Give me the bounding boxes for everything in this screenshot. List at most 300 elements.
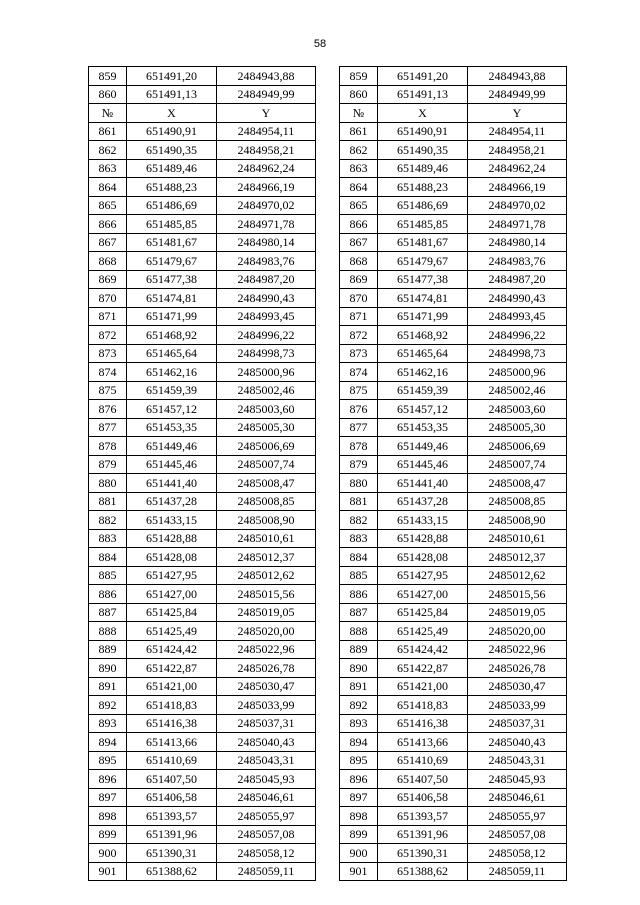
- table-row: [89, 733, 567, 752]
- right-y-cell: 2485019,05: [468, 603, 567, 622]
- right-x-cell: 651485,85: [378, 215, 468, 234]
- table-row: [89, 233, 567, 252]
- left-x-cell: 651477,38: [127, 270, 217, 289]
- column-gap: [316, 566, 340, 585]
- column-gap: [316, 603, 340, 622]
- left-point-number-cell: 874: [89, 363, 127, 382]
- right-y-cell: 2484962,24: [468, 159, 567, 178]
- table-row: [89, 492, 567, 511]
- left-point-number-cell: 880: [89, 474, 127, 493]
- left-x-cell: 651490,91: [127, 122, 217, 141]
- coordinates-table: [88, 66, 567, 881]
- right-point-number-cell: 891: [340, 677, 378, 696]
- right-y-cell: 2485008,85: [468, 492, 567, 511]
- left-point-number-cell: 873: [89, 344, 127, 363]
- right-point-number-cell: 877: [340, 418, 378, 437]
- right-point-number-cell: 861: [340, 122, 378, 141]
- column-gap: [316, 104, 340, 123]
- left-point-number-cell: №: [89, 104, 127, 123]
- left-point-number-cell: 892: [89, 696, 127, 715]
- right-point-number-cell: 894: [340, 733, 378, 752]
- left-x-cell: 651410,69: [127, 751, 217, 770]
- column-gap: [316, 511, 340, 530]
- right-y-cell: 2484998,73: [468, 344, 567, 363]
- left-x-cell: 651413,66: [127, 733, 217, 752]
- right-y-cell: 2484970,02: [468, 196, 567, 215]
- right-point-number-cell: 863: [340, 159, 378, 178]
- left-point-number-cell: 872: [89, 326, 127, 345]
- table-row: [89, 418, 567, 437]
- column-gap: [316, 270, 340, 289]
- left-point-number-cell: 887: [89, 603, 127, 622]
- left-y-cell: 2485030,47: [217, 677, 316, 696]
- column-gap: [316, 548, 340, 567]
- left-y-cell: 2485000,96: [217, 363, 316, 382]
- left-point-number-cell: 878: [89, 437, 127, 456]
- right-x-cell: 651490,91: [378, 122, 468, 141]
- right-y-cell: 2485006,69: [468, 437, 567, 456]
- right-x-cell: 651491,13: [378, 85, 468, 104]
- right-x-cell: 651486,69: [378, 196, 468, 215]
- column-gap: [316, 85, 340, 104]
- column-gap: [316, 122, 340, 141]
- table-row: [89, 770, 567, 789]
- left-x-cell: 651437,28: [127, 492, 217, 511]
- left-y-cell: 2485057,08: [217, 825, 316, 844]
- right-y-cell: 2485059,11: [468, 862, 567, 881]
- right-x-cell: 651488,23: [378, 178, 468, 197]
- right-x-cell: X: [378, 104, 468, 123]
- right-x-cell: 651457,12: [378, 400, 468, 419]
- left-y-cell: 2484966,19: [217, 178, 316, 197]
- left-y-cell: 2485059,11: [217, 862, 316, 881]
- left-y-cell: 2484996,22: [217, 326, 316, 345]
- left-point-number-cell: 882: [89, 511, 127, 530]
- left-x-cell: 651491,13: [127, 85, 217, 104]
- left-point-number-cell: 888: [89, 622, 127, 641]
- right-x-cell: 651459,39: [378, 381, 468, 400]
- left-x-cell: 651445,46: [127, 455, 217, 474]
- right-x-cell: 651479,67: [378, 252, 468, 271]
- table-row: [89, 437, 567, 456]
- table-row: [89, 215, 567, 234]
- column-gap: [316, 677, 340, 696]
- column-gap: [316, 196, 340, 215]
- left-y-cell: Y: [217, 104, 316, 123]
- right-x-cell: 651441,40: [378, 474, 468, 493]
- column-gap: [316, 751, 340, 770]
- left-x-cell: 651479,67: [127, 252, 217, 271]
- table-row: [89, 585, 567, 604]
- column-gap: [316, 400, 340, 419]
- right-x-cell: 651445,46: [378, 455, 468, 474]
- right-point-number-cell: 901: [340, 862, 378, 881]
- left-point-number-cell: 876: [89, 400, 127, 419]
- right-x-cell: 651406,58: [378, 788, 468, 807]
- right-point-number-cell: 886: [340, 585, 378, 604]
- right-x-cell: 651491,20: [378, 67, 468, 86]
- column-gap: [316, 326, 340, 345]
- right-point-number-cell: 866: [340, 215, 378, 234]
- left-point-number-cell: 869: [89, 270, 127, 289]
- right-x-cell: 651410,69: [378, 751, 468, 770]
- right-x-cell: 651428,88: [378, 529, 468, 548]
- right-y-cell: 2485046,61: [468, 788, 567, 807]
- left-point-number-cell: 875: [89, 381, 127, 400]
- right-y-cell: 2485058,12: [468, 844, 567, 863]
- right-y-cell: 2484983,76: [468, 252, 567, 271]
- table-row: [89, 511, 567, 530]
- column-gap: [316, 344, 340, 363]
- column-gap: [316, 585, 340, 604]
- left-y-cell: 2485043,31: [217, 751, 316, 770]
- right-x-cell: 651465,64: [378, 344, 468, 363]
- left-y-cell: 2484954,11: [217, 122, 316, 141]
- left-x-cell: 651424,42: [127, 640, 217, 659]
- right-point-number-cell: 881: [340, 492, 378, 511]
- right-x-cell: 651388,62: [378, 862, 468, 881]
- left-x-cell: 651433,15: [127, 511, 217, 530]
- right-y-cell: 2485045,93: [468, 770, 567, 789]
- column-gap: [316, 141, 340, 160]
- table-row: [89, 622, 567, 641]
- right-x-cell: 651416,38: [378, 714, 468, 733]
- table-row: [89, 714, 567, 733]
- column-gap: [316, 289, 340, 308]
- right-y-cell: 2485043,31: [468, 751, 567, 770]
- left-x-cell: 651491,20: [127, 67, 217, 86]
- right-x-cell: 651481,67: [378, 233, 468, 252]
- table-row: [89, 529, 567, 548]
- right-y-cell: 2484990,43: [468, 289, 567, 308]
- table-row: [89, 566, 567, 585]
- left-x-cell: 651421,00: [127, 677, 217, 696]
- left-y-cell: 2485040,43: [217, 733, 316, 752]
- right-point-number-cell: 893: [340, 714, 378, 733]
- right-x-cell: 651413,66: [378, 733, 468, 752]
- right-point-number-cell: 887: [340, 603, 378, 622]
- left-y-cell: 2484998,73: [217, 344, 316, 363]
- left-point-number-cell: 865: [89, 196, 127, 215]
- table-row: [89, 807, 567, 826]
- column-gap: [316, 770, 340, 789]
- right-y-cell: 2485055,97: [468, 807, 567, 826]
- left-point-number-cell: 895: [89, 751, 127, 770]
- left-point-number-cell: 881: [89, 492, 127, 511]
- table-row: [89, 289, 567, 308]
- table-row: [89, 326, 567, 345]
- left-y-cell: 2485002,46: [217, 381, 316, 400]
- right-point-number-cell: №: [340, 104, 378, 123]
- left-x-cell: 651486,69: [127, 196, 217, 215]
- table-row: [89, 270, 567, 289]
- right-point-number-cell: 895: [340, 751, 378, 770]
- left-y-cell: 2484962,24: [217, 159, 316, 178]
- column-gap: [316, 733, 340, 752]
- right-point-number-cell: 888: [340, 622, 378, 641]
- column-gap: [316, 492, 340, 511]
- right-point-number-cell: 859: [340, 67, 378, 86]
- column-gap: [316, 159, 340, 178]
- right-point-number-cell: 869: [340, 270, 378, 289]
- left-y-cell: 2485005,30: [217, 418, 316, 437]
- table-row: [89, 344, 567, 363]
- left-x-cell: 651459,39: [127, 381, 217, 400]
- left-x-cell: 651462,16: [127, 363, 217, 382]
- left-point-number-cell: 868: [89, 252, 127, 271]
- right-x-cell: 651453,35: [378, 418, 468, 437]
- right-point-number-cell: 885: [340, 566, 378, 585]
- left-y-cell: 2485037,31: [217, 714, 316, 733]
- right-x-cell: 651421,00: [378, 677, 468, 696]
- column-gap: [316, 788, 340, 807]
- right-point-number-cell: 865: [340, 196, 378, 215]
- left-y-cell: 2484943,88: [217, 67, 316, 86]
- left-y-cell: 2484980,14: [217, 233, 316, 252]
- right-y-cell: 2485010,61: [468, 529, 567, 548]
- right-y-cell: 2485012,37: [468, 548, 567, 567]
- table-row: [89, 788, 567, 807]
- left-y-cell: 2484993,45: [217, 307, 316, 326]
- left-x-cell: 651488,23: [127, 178, 217, 197]
- left-y-cell: 2484983,76: [217, 252, 316, 271]
- right-x-cell: 651425,49: [378, 622, 468, 641]
- left-y-cell: 2485008,85: [217, 492, 316, 511]
- right-x-cell: 651422,87: [378, 659, 468, 678]
- left-point-number-cell: 879: [89, 455, 127, 474]
- left-x-cell: 651393,57: [127, 807, 217, 826]
- right-x-cell: 651407,50: [378, 770, 468, 789]
- left-point-number-cell: 901: [89, 862, 127, 881]
- right-point-number-cell: 867: [340, 233, 378, 252]
- column-gap: [316, 714, 340, 733]
- left-point-number-cell: 877: [89, 418, 127, 437]
- right-y-cell: 2484993,45: [468, 307, 567, 326]
- right-point-number-cell: 860: [340, 85, 378, 104]
- right-point-number-cell: 864: [340, 178, 378, 197]
- left-point-number-cell: 898: [89, 807, 127, 826]
- left-point-number-cell: 897: [89, 788, 127, 807]
- table-row: [89, 141, 567, 160]
- left-x-cell: 651428,08: [127, 548, 217, 567]
- right-point-number-cell: 875: [340, 381, 378, 400]
- left-point-number-cell: 890: [89, 659, 127, 678]
- right-y-cell: 2485008,47: [468, 474, 567, 493]
- left-y-cell: 2485008,47: [217, 474, 316, 493]
- left-x-cell: 651422,87: [127, 659, 217, 678]
- right-x-cell: 651490,35: [378, 141, 468, 160]
- left-x-cell: 651449,46: [127, 437, 217, 456]
- right-point-number-cell: 884: [340, 548, 378, 567]
- table-row: [89, 455, 567, 474]
- right-y-cell: 2484943,88: [468, 67, 567, 86]
- right-point-number-cell: 899: [340, 825, 378, 844]
- right-point-number-cell: 889: [340, 640, 378, 659]
- left-x-cell: 651407,50: [127, 770, 217, 789]
- right-point-number-cell: 898: [340, 807, 378, 826]
- left-x-cell: 651425,84: [127, 603, 217, 622]
- table-row: [89, 363, 567, 382]
- right-y-cell: 2485002,46: [468, 381, 567, 400]
- right-point-number-cell: 890: [340, 659, 378, 678]
- right-x-cell: 651425,84: [378, 603, 468, 622]
- right-point-number-cell: 883: [340, 529, 378, 548]
- right-x-cell: 651418,83: [378, 696, 468, 715]
- left-point-number-cell: 885: [89, 566, 127, 585]
- column-gap: [316, 529, 340, 548]
- left-x-cell: 651481,67: [127, 233, 217, 252]
- left-y-cell: 2485012,62: [217, 566, 316, 585]
- left-y-cell: 2485033,99: [217, 696, 316, 715]
- left-x-cell: 651427,00: [127, 585, 217, 604]
- coordinates-table-body: [89, 67, 567, 881]
- right-y-cell: 2485033,99: [468, 696, 567, 715]
- right-point-number-cell: 870: [340, 289, 378, 308]
- column-gap: [316, 215, 340, 234]
- left-x-cell: 651457,12: [127, 400, 217, 419]
- table-row: [89, 696, 567, 715]
- left-x-cell: X: [127, 104, 217, 123]
- left-x-cell: 651465,64: [127, 344, 217, 363]
- right-y-cell: 2485040,43: [468, 733, 567, 752]
- right-y-cell: 2484980,14: [468, 233, 567, 252]
- left-x-cell: 651468,92: [127, 326, 217, 345]
- left-y-cell: 2484987,20: [217, 270, 316, 289]
- table-row: [89, 67, 567, 86]
- right-point-number-cell: 873: [340, 344, 378, 363]
- left-y-cell: 2485055,97: [217, 807, 316, 826]
- left-y-cell: 2484970,02: [217, 196, 316, 215]
- right-point-number-cell: 876: [340, 400, 378, 419]
- left-x-cell: 651425,49: [127, 622, 217, 641]
- right-point-number-cell: 879: [340, 455, 378, 474]
- left-point-number-cell: 867: [89, 233, 127, 252]
- table-row: [89, 307, 567, 326]
- right-x-cell: 651393,57: [378, 807, 468, 826]
- column-gap: [316, 437, 340, 456]
- table-row: [89, 659, 567, 678]
- right-x-cell: 651427,95: [378, 566, 468, 585]
- table-row: [89, 178, 567, 197]
- left-x-cell: 651391,96: [127, 825, 217, 844]
- right-x-cell: 651474,81: [378, 289, 468, 308]
- left-point-number-cell: 886: [89, 585, 127, 604]
- table-row: [89, 252, 567, 271]
- right-y-cell: 2484949,99: [468, 85, 567, 104]
- right-y-cell: 2485003,60: [468, 400, 567, 419]
- right-x-cell: 651471,99: [378, 307, 468, 326]
- right-point-number-cell: 896: [340, 770, 378, 789]
- left-y-cell: 2485015,56: [217, 585, 316, 604]
- left-point-number-cell: 893: [89, 714, 127, 733]
- right-point-number-cell: 872: [340, 326, 378, 345]
- right-x-cell: 651428,08: [378, 548, 468, 567]
- left-y-cell: 2485026,78: [217, 659, 316, 678]
- left-y-cell: 2484990,43: [217, 289, 316, 308]
- right-y-cell: 2485015,56: [468, 585, 567, 604]
- right-point-number-cell: 892: [340, 696, 378, 715]
- left-y-cell: 2485046,61: [217, 788, 316, 807]
- column-gap: [316, 622, 340, 641]
- column-gap: [316, 455, 340, 474]
- right-x-cell: 651433,15: [378, 511, 468, 530]
- table-row: [89, 751, 567, 770]
- left-point-number-cell: 883: [89, 529, 127, 548]
- right-y-cell: Y: [468, 104, 567, 123]
- column-gap: [316, 474, 340, 493]
- right-y-cell: 2484996,22: [468, 326, 567, 345]
- column-gap: [316, 363, 340, 382]
- left-point-number-cell: 871: [89, 307, 127, 326]
- right-y-cell: 2485037,31: [468, 714, 567, 733]
- left-x-cell: 651416,38: [127, 714, 217, 733]
- right-point-number-cell: 880: [340, 474, 378, 493]
- left-point-number-cell: 859: [89, 67, 127, 86]
- column-gap: [316, 825, 340, 844]
- left-point-number-cell: 861: [89, 122, 127, 141]
- left-point-number-cell: 889: [89, 640, 127, 659]
- right-y-cell: 2485000,96: [468, 363, 567, 382]
- left-point-number-cell: 860: [89, 85, 127, 104]
- right-y-cell: 2485057,08: [468, 825, 567, 844]
- column-gap: [316, 233, 340, 252]
- right-x-cell: 651462,16: [378, 363, 468, 382]
- table-row: [89, 640, 567, 659]
- right-y-cell: 2485022,96: [468, 640, 567, 659]
- left-point-number-cell: 894: [89, 733, 127, 752]
- left-x-cell: 651453,35: [127, 418, 217, 437]
- column-gap: [316, 252, 340, 271]
- left-x-cell: 651388,62: [127, 862, 217, 881]
- right-x-cell: 651427,00: [378, 585, 468, 604]
- right-y-cell: 2484966,19: [468, 178, 567, 197]
- right-point-number-cell: 897: [340, 788, 378, 807]
- left-y-cell: 2485012,37: [217, 548, 316, 567]
- table-row: [89, 474, 567, 493]
- table-row: [89, 85, 567, 104]
- left-point-number-cell: 899: [89, 825, 127, 844]
- left-x-cell: 651406,58: [127, 788, 217, 807]
- left-point-number-cell: 866: [89, 215, 127, 234]
- table-row: [89, 844, 567, 863]
- table-row: [89, 677, 567, 696]
- right-x-cell: 651449,46: [378, 437, 468, 456]
- table-row: [89, 603, 567, 622]
- left-y-cell: 2484958,21: [217, 141, 316, 160]
- right-y-cell: 2485020,00: [468, 622, 567, 641]
- left-y-cell: 2485022,96: [217, 640, 316, 659]
- right-y-cell: 2485007,74: [468, 455, 567, 474]
- left-y-cell: 2484949,99: [217, 85, 316, 104]
- right-x-cell: 651390,31: [378, 844, 468, 863]
- table-row: [89, 159, 567, 178]
- left-y-cell: 2485058,12: [217, 844, 316, 863]
- right-x-cell: 651468,92: [378, 326, 468, 345]
- left-x-cell: 651471,99: [127, 307, 217, 326]
- left-point-number-cell: 864: [89, 178, 127, 197]
- table-row: [89, 862, 567, 881]
- right-y-cell: 2484958,21: [468, 141, 567, 160]
- page-number: 58: [313, 38, 327, 50]
- right-point-number-cell: 862: [340, 141, 378, 160]
- left-y-cell: 2485006,69: [217, 437, 316, 456]
- column-gap: [316, 659, 340, 678]
- left-x-cell: 651390,31: [127, 844, 217, 863]
- left-x-cell: 651485,85: [127, 215, 217, 234]
- table-row: [89, 400, 567, 419]
- left-point-number-cell: 900: [89, 844, 127, 863]
- column-gap: [316, 307, 340, 326]
